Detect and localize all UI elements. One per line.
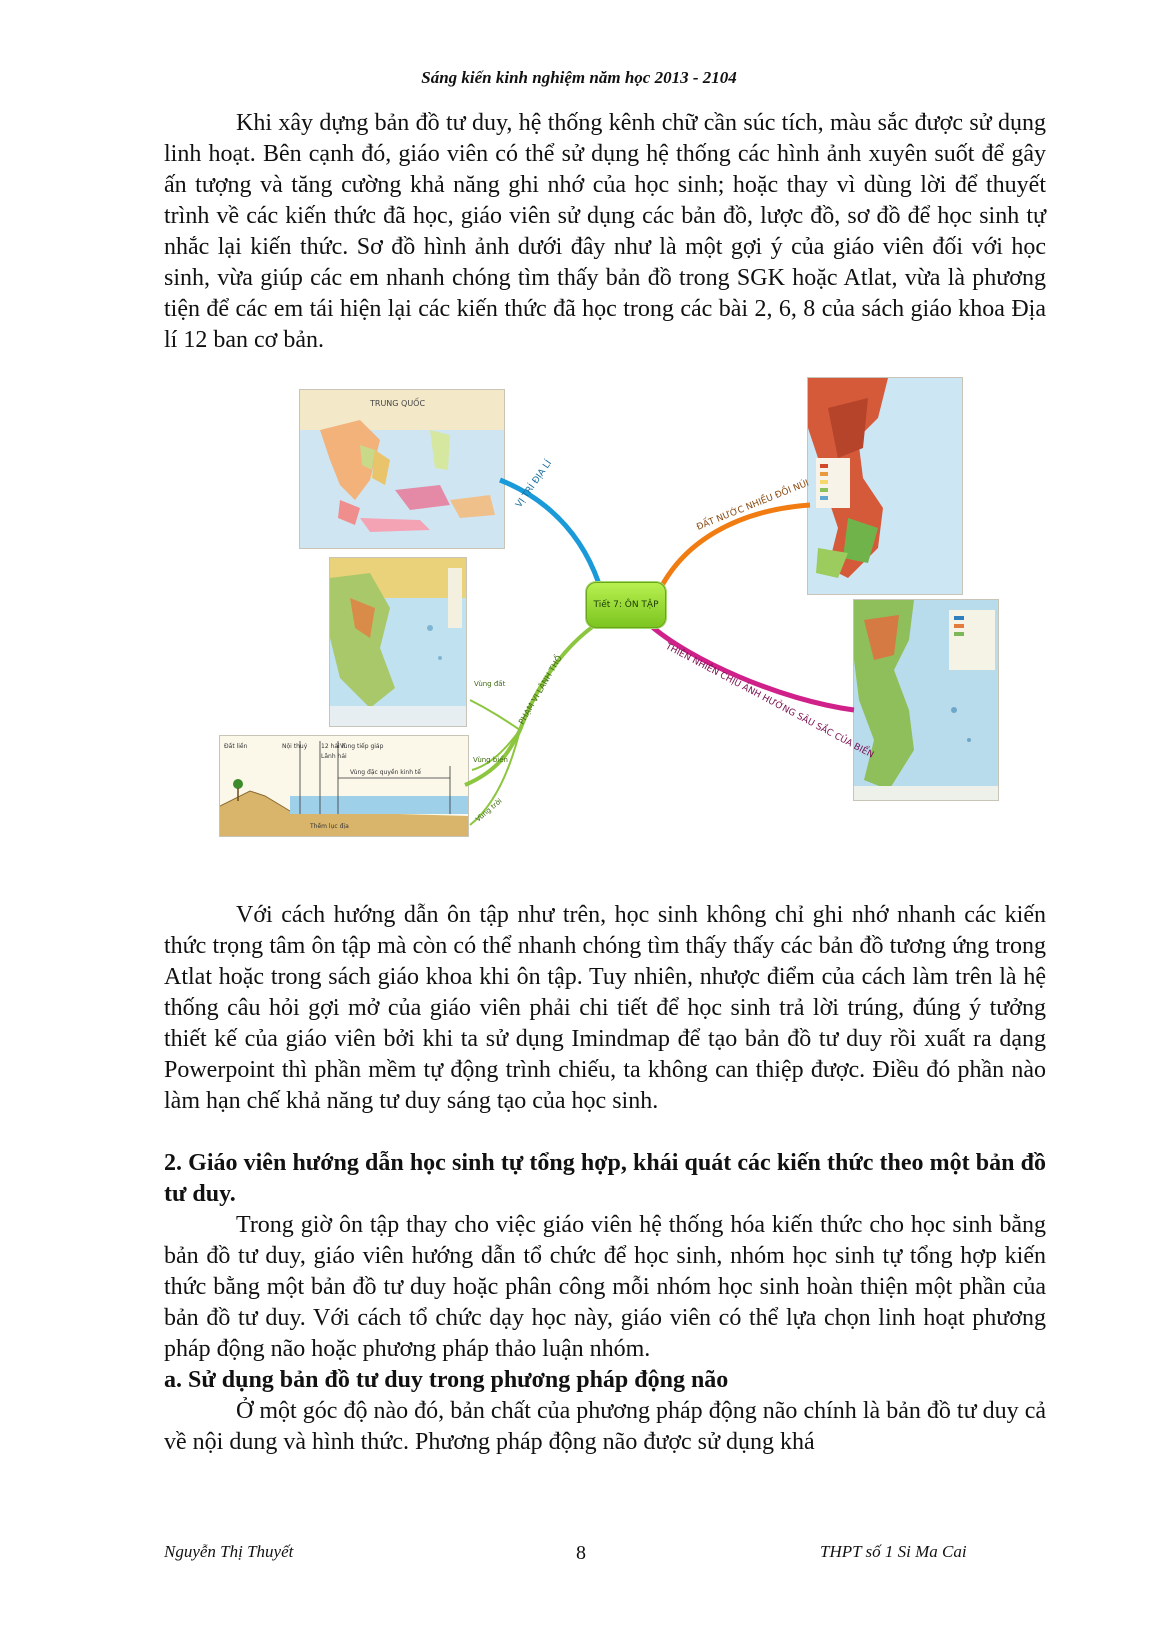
svg-text:Lãnh hải: Lãnh hải: [321, 753, 347, 760]
branch-tn-label: THIÊN NHIÊN CHỊU ẢNH HƯỞNG SÂU SẮC CỦA BIỂN: [663, 641, 876, 761]
svg-text:Vùng đặc quyền kinh tế: Vùng đặc quyền kinh tế: [350, 769, 421, 776]
mindmap-branches: [220, 390, 1050, 880]
branch-vitri-label: VỊ TRÍ ĐỊA LÍ: [514, 458, 555, 510]
footer-page-number: 8: [576, 1542, 586, 1564]
mindmap-figure: [220, 390, 1050, 880]
branch-dnd-label: ĐẤT NƯỚC NHIỀU ĐỒI NÚI: [695, 478, 811, 533]
paragraph-intro: Khi xây dựng bản đồ tư duy, hệ thống kênh chữ cần súc tích, màu sắc được sử dụng linh hoạt. Bên cạnh đó, giáo viên có thể sử dụng hệ thống các hình ảnh xuyên suốt để gây ấn tượng và tăng cường khả năng ghi nhớ của học sinh; hoặc thay vì dùng lời để thuyết trình về các kiến thức đã học, giáo viên sử dụng các bản đồ, lược đồ, sơ đồ để học sinh tự nhắc lại kiến thức. Sơ đồ hình ảnh dưới đây như là một gợi ý của giáo viên đối với học sinh, vừa giúp các em nhanh chóng tìm thấy bản đồ trong SGK hoặc Atlat, vừa là phương tiện để các em tái hiện lại các kiến thức đã học trong các bài 2, 6, 8 của sách giáo khoa Địa lí 12 ban cơ bản.: [164, 110, 1046, 353]
paragraph-organization: Trong giờ ôn tập thay cho việc giáo viên hệ thống hóa kiến thức cho học sinh bằng bản đồ tư duy, giáo viên hướng dẫn tổ chức để học sinh, nhóm học sinh tự tổng hợp kiến thức bằng một bản đồ tư duy hoặc phân công mỗi nhóm học sinh hoàn thiện một phần của bản đồ tư duy. Với cách tổ chức dạy học này, giáo viên có thể lựa chọn linh hoạt phương pháp động não hoặc phương pháp thảo luận nhóm.: [164, 1212, 1046, 1362]
svg-text:Vùng tiếp giáp: Vùng tiếp giáp: [340, 743, 384, 750]
section-heading-2: 2. Giáo viên hướng dẫn học sinh tự tổng hợp, khái quát các kiến thức theo một bản đồ tư duy.: [164, 1150, 1046, 1207]
mindmap-center-node: [586, 582, 666, 628]
sub-vungbien-label: Vùng biển: [473, 756, 508, 764]
paragraph-evaluation: Với cách hướng dẫn ôn tập như trên, học sinh không chỉ ghi nhớ nhanh các kiến thức trọng tâm ôn tập mà còn có thể nhanh chóng tìm thấy thấy các bản đồ tương ứng trong Atlat hoặc trong sách giáo khoa khi ôn tập. Tuy nhiên, nhược điểm của cách làm trên là hệ thống câu hỏi gợi mở của giáo viên phải chi tiết để học sinh trả lời trúng, đúng ý tưởng thiết kế của giáo viên bởi khi ta sử dụng Imindmap để tạo bản đồ tư duy rồi xuất ra dạng Powerpoint thì phần mềm tự động trình chiếu, ta không can thiệp được. Điều đó phần nào làm hạn chế khả năng tư duy sáng tạo của học sinh.: [164, 902, 1046, 1114]
paragraph-brainstorm: Ở một góc độ nào đó, bản chất của phương pháp động não chính là bản đồ tư duy cả về nội dung và hình thức. Phương pháp động não được sử dụng khá: [164, 1398, 1046, 1455]
svg-text:Đất liền: Đất liền: [224, 743, 248, 750]
map-label-trungquoc: TRUNG QUỐC: [370, 399, 426, 408]
footer-school: THPT số 1 Si Ma Cai: [820, 1542, 967, 1561]
section-heading-a: a. Sử dụng bản đồ tư duy trong phương pháp động não: [164, 1367, 729, 1393]
svg-text:12 hải lí: 12 hải lí: [321, 743, 345, 750]
page-header: Sáng kiến kinh nghiệm năm học 2013 - 2104: [421, 68, 737, 87]
footer-author: Nguyễn Thị Thuyết: [164, 1542, 294, 1561]
sub-vungdat-label: Vùng đất: [474, 680, 506, 688]
mindmap-center-label: Tiết 7: ÔN TẬP: [593, 600, 659, 610]
branch-pvlt-label: PHẠM VI LÃNH THỔ: [516, 653, 564, 726]
svg-text:Nội thuỷ: Nội thuỷ: [282, 743, 308, 750]
sub-vungtroi-label: Vùng trời: [474, 797, 504, 824]
svg-text:Thềm lục địa: Thềm lục địa: [310, 823, 349, 830]
